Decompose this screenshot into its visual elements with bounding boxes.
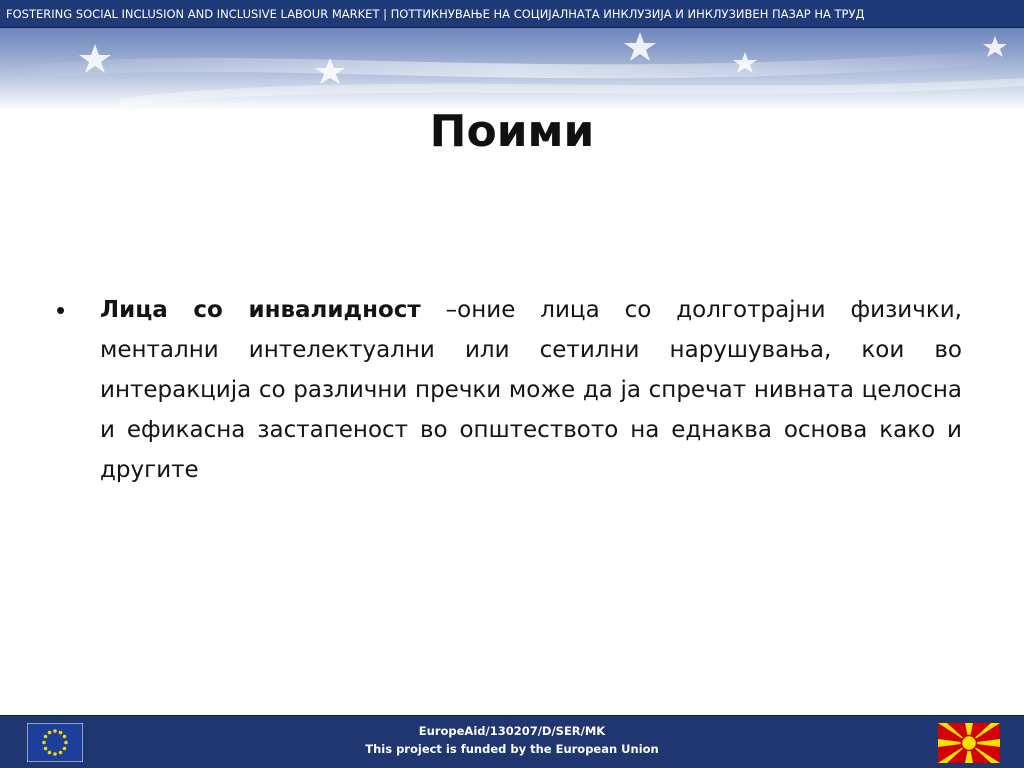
footer-reference: EuropeAid/130207/D/SER/MK (418, 724, 606, 738)
header-text: FOSTERING SOCIAL INCLUSION AND INCLUSIVE LABOUR MARKET | ПОТТИКНУВАЊЕ НА СОЦИЈАЛНАТА ИНКЛУЗИЈА И ИНКЛУЗИВЕН ПАЗАР НА ТРУД (6, 7, 865, 21)
bullet-text (100, 290, 962, 490)
bullet-term: Лица со инвалидност (100, 297, 421, 323)
macedonia-flag-icon (938, 723, 1000, 763)
bullet-marker: • (56, 295, 66, 325)
footer-funding-note: This project is funded by the European Union (365, 742, 659, 756)
bullet-definition: –оние лица со долготрајни физички, ментални интелектуални или сетилни нарушувања, кои во интеракција со различни пречки може да ја спречат нивната целосна и ефикасна застапеност во општеството на еднаква основа како и другите (100, 297, 962, 483)
footer-text (0, 722, 1024, 758)
footer-bar (0, 715, 1024, 768)
banner-stars-icon (0, 28, 1024, 110)
slide-title: Поими (429, 106, 595, 157)
header-banner (0, 28, 1024, 110)
header-bar (0, 0, 1024, 28)
